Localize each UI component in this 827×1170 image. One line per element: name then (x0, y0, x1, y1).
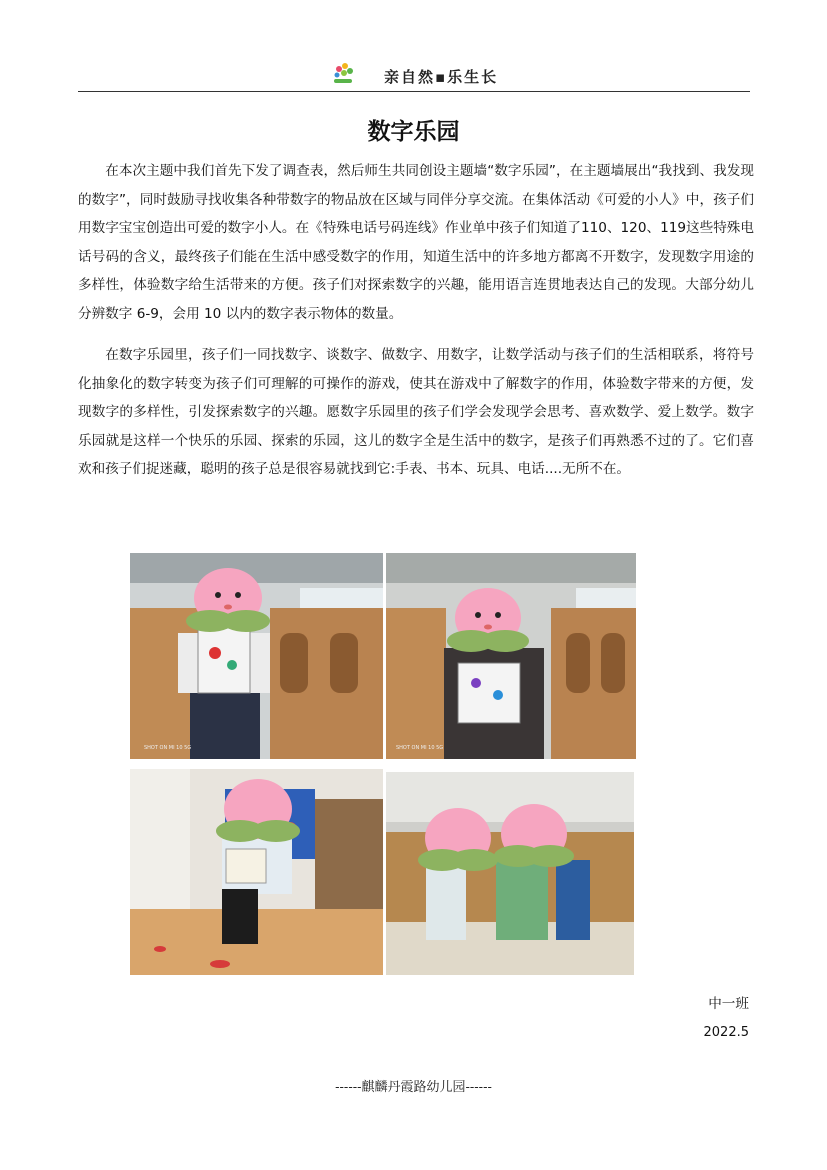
header-slogan: 亲自然▪乐生长 (384, 68, 499, 86)
page-footer: ------麒麟丹霞路幼儿园------ (335, 1080, 492, 1095)
page-header (78, 58, 750, 92)
photo-child-holding-sheet-2 (386, 553, 636, 759)
page-title: 数字乐园 (367, 119, 460, 145)
watermark-text: SHOT ON MI 10 5G (144, 745, 192, 751)
document-date: 2022.5 (703, 1025, 749, 1040)
photo-child-holding-sheet-1 (130, 553, 383, 759)
paragraph-2: 在数字乐园里，孩子们一同找数字、谈数字、做数字、用数字，让数学活动与孩子们的生活相联系，将符号化抽象化的数字转变为孩子们可理解的可操作的游戏，使其在游戏中了解数字的作用，体验数字带来的方便，发现数字的多样性，引发探索数字的兴趣。愿数字乐园里的孩子们学会发现学会思考、喜欢数学、爱上数学。数字乐园就是这样一个快乐的乐园、探索的乐园，这儿的数字全是生活中的数字，是孩子们再熟悉不过的了。它们喜欢和孩子们捉迷藏，聪明的孩子总是很容易就找到它:手表、书本、玩具、电话....无所不在。 (78, 347, 754, 478)
header-divider (78, 91, 750, 92)
kindergarten-logo-icon (330, 60, 356, 86)
paragraph-1: 在本次主题中我们首先下发了调查表，然后师生共同创设主题墙“数字乐园”，在主题墙展出“我找到、我发现的数字”，同时鼓励寻找收集各种带数字的物品放在区域与同伴分享交流。在集体活动《可爱的小人》中，孩子们用数字宝宝创造出可爱的数字小人。在《特殊电话号码连线》作业单中孩子们知道了110、120、119这些特殊电话号码的含义，最终孩子们能在生活中感受数字的作用，知道生活中的许多地方都离不开数字，发现数字用途的多样性，体验数字给生活带来的方便。孩子们对探索数字的兴趣，能用语言连贯地表达自己的发现。大部分幼儿分辨数字 6-9，会用 10 以内的数字表示物体的数量。 (78, 163, 754, 322)
class-name: 中一班 (708, 996, 749, 1012)
photo-two-children (386, 772, 634, 975)
photo-child-in-classroom (130, 769, 383, 975)
watermark-text: SHOT ON MI 10 5G (396, 745, 444, 751)
